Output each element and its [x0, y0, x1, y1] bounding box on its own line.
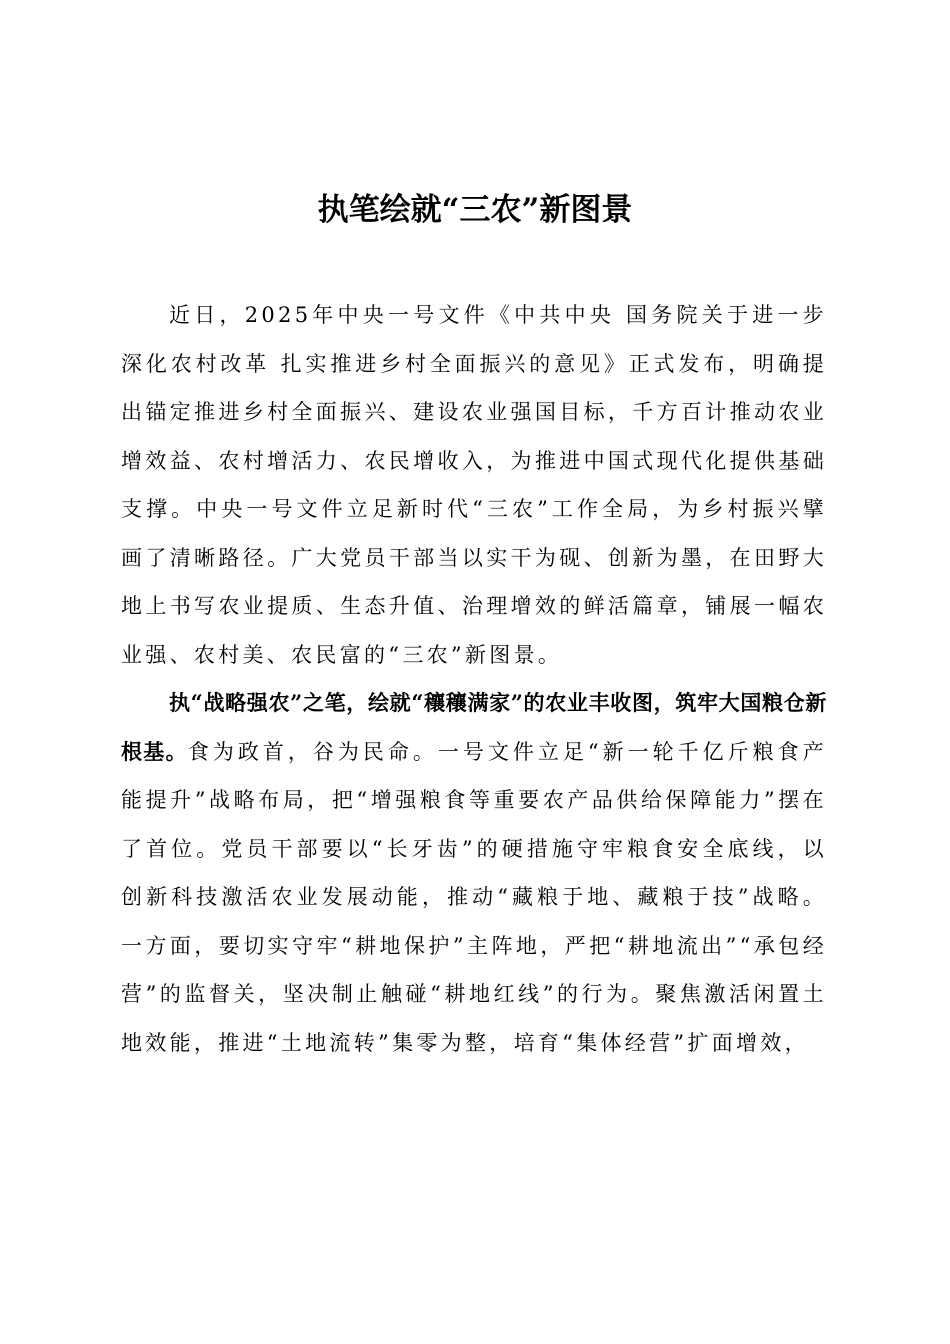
paragraph-strategy: [121, 679, 827, 1067]
document-body: [121, 291, 827, 1067]
paragraph-text: 近日，2025年中央一号文件《中共中央 国务院关于进一步深化农村改革 扎实推进乡村全面振兴的意见》正式发布，明确提出锚定推进乡村全面振兴、建设农业强国目标，千方百计推动农业增效益、农村增活力、农民增收入，为推进中国式现代化提供基础支撑。中央一号文件立足新时代“三农”工作全局，为乡村振兴擘画了清晰路径。广大党员干部当以实干为砚、创新为墨，在田野大地上书写农业提质、生态升值、治理增效的鲜活篇章，铺展一幅农业强、农村美、农民富的“三农”新图景。: [121, 303, 827, 667]
paragraph-lead: 执“战略强农”之笔，绘就“穰穰满家”的农业丰收图，筑牢大国粮仓新根基。: [121, 690, 827, 764]
paragraph-text: 食为政首，谷为民命。一号文件立足“新一轮千亿斤粮食产能提升”战略布局，把“增强粮食等重要农产品供给保障能力”摆在了首位。党员干部要以“长牙齿”的硬措施守牢粮食安全底线，以创新科技激活农业发展动能，推动“藏粮于地、藏粮于技”战略。一方面，要切实守牢“耕地保护”主阵地，严把“耕地流出”“承包经营”的监督关，坚决制止触碰“耕地红线”的行为。聚焦激活闲置土地效能，推进“土地流转”集零为整，培育“集体经营”扩面增效，: [121, 739, 827, 1055]
paragraph-intro: [121, 291, 827, 679]
document-title: 执笔绘就“三农”新图景: [317, 192, 633, 228]
